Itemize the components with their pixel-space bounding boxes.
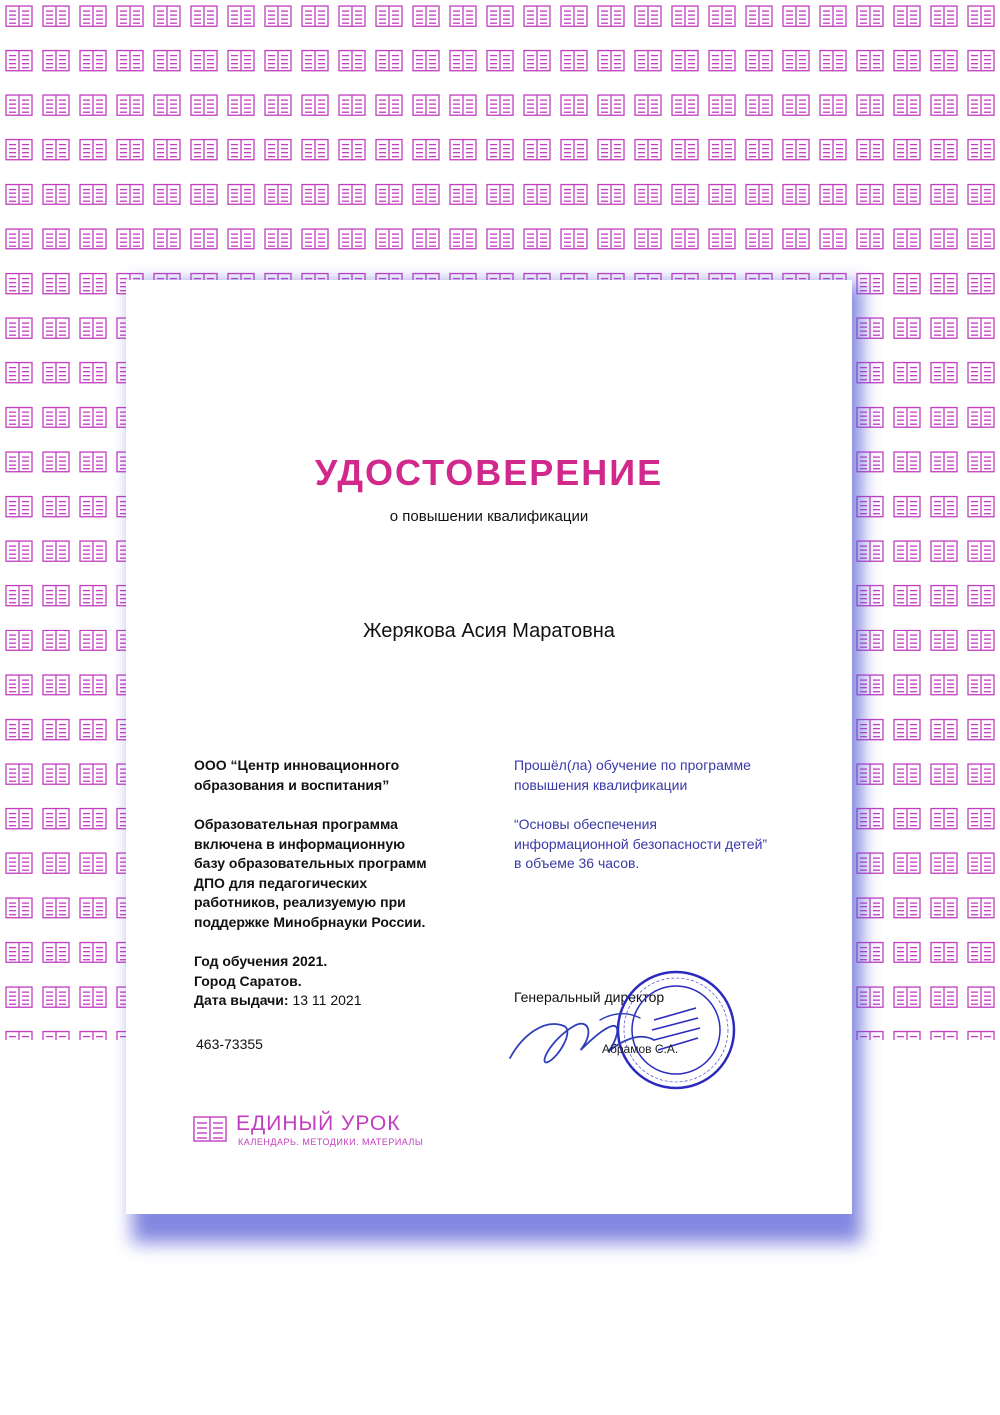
certificate-number: 463-73355 bbox=[196, 1036, 263, 1052]
brand-tagline: КАЛЕНДАРЬ. МЕТОДИКИ. МАТЕРИАЛЫ bbox=[238, 1137, 424, 1147]
certificate-subtitle: о повышении квалификации bbox=[389, 508, 589, 525]
completion-line: Прошёл(ла) обучение по программе bbox=[514, 757, 751, 773]
program-note-line: базу образовательных программ bbox=[194, 855, 427, 871]
left-column bbox=[194, 756, 494, 1011]
organization-line: образования и воспитания” bbox=[194, 776, 390, 793]
program-note-line: включена в информационную bbox=[194, 835, 406, 852]
completion-line: повышения квалификации bbox=[514, 776, 688, 793]
hours-line: в объеме 36 часов. bbox=[514, 855, 640, 871]
program-note-line: поддержке Минобрнауки России. bbox=[194, 913, 426, 930]
issue-date-value: 13 11 2021 bbox=[292, 992, 362, 1008]
program-title-line: информационной безопасности детей” bbox=[514, 835, 768, 852]
organization-line: ООО “Центр инновационного bbox=[194, 757, 400, 773]
signer-name: Абрамов С.А. bbox=[602, 1042, 679, 1056]
city-line: Город Саратов. bbox=[194, 972, 302, 989]
program-note-line: Образовательная программа bbox=[194, 816, 398, 832]
program-note-line: работников, реализуемую при bbox=[194, 894, 406, 910]
certificate-title: УДОСТОВЕРЕНИЕ bbox=[314, 452, 664, 493]
issue-date-line bbox=[194, 991, 494, 1011]
issue-date-label: Дата выдачи: bbox=[194, 992, 289, 1008]
right-column bbox=[514, 756, 834, 874]
recipient-name: Жерякова Асия Маратовна bbox=[363, 620, 615, 642]
signature-icon bbox=[504, 996, 714, 1076]
certificate-card bbox=[126, 280, 852, 1214]
brand-name: ЕДИНЫЙ УРОК bbox=[236, 1112, 401, 1135]
year-line: Год обучения 2021. bbox=[194, 953, 328, 969]
program-note-line: ДПО для педагогических bbox=[194, 874, 368, 891]
program-title-line: “Основы обеспечения bbox=[514, 816, 658, 832]
director-label: Генеральный директор bbox=[514, 989, 665, 1005]
open-book-icon bbox=[192, 1114, 228, 1144]
